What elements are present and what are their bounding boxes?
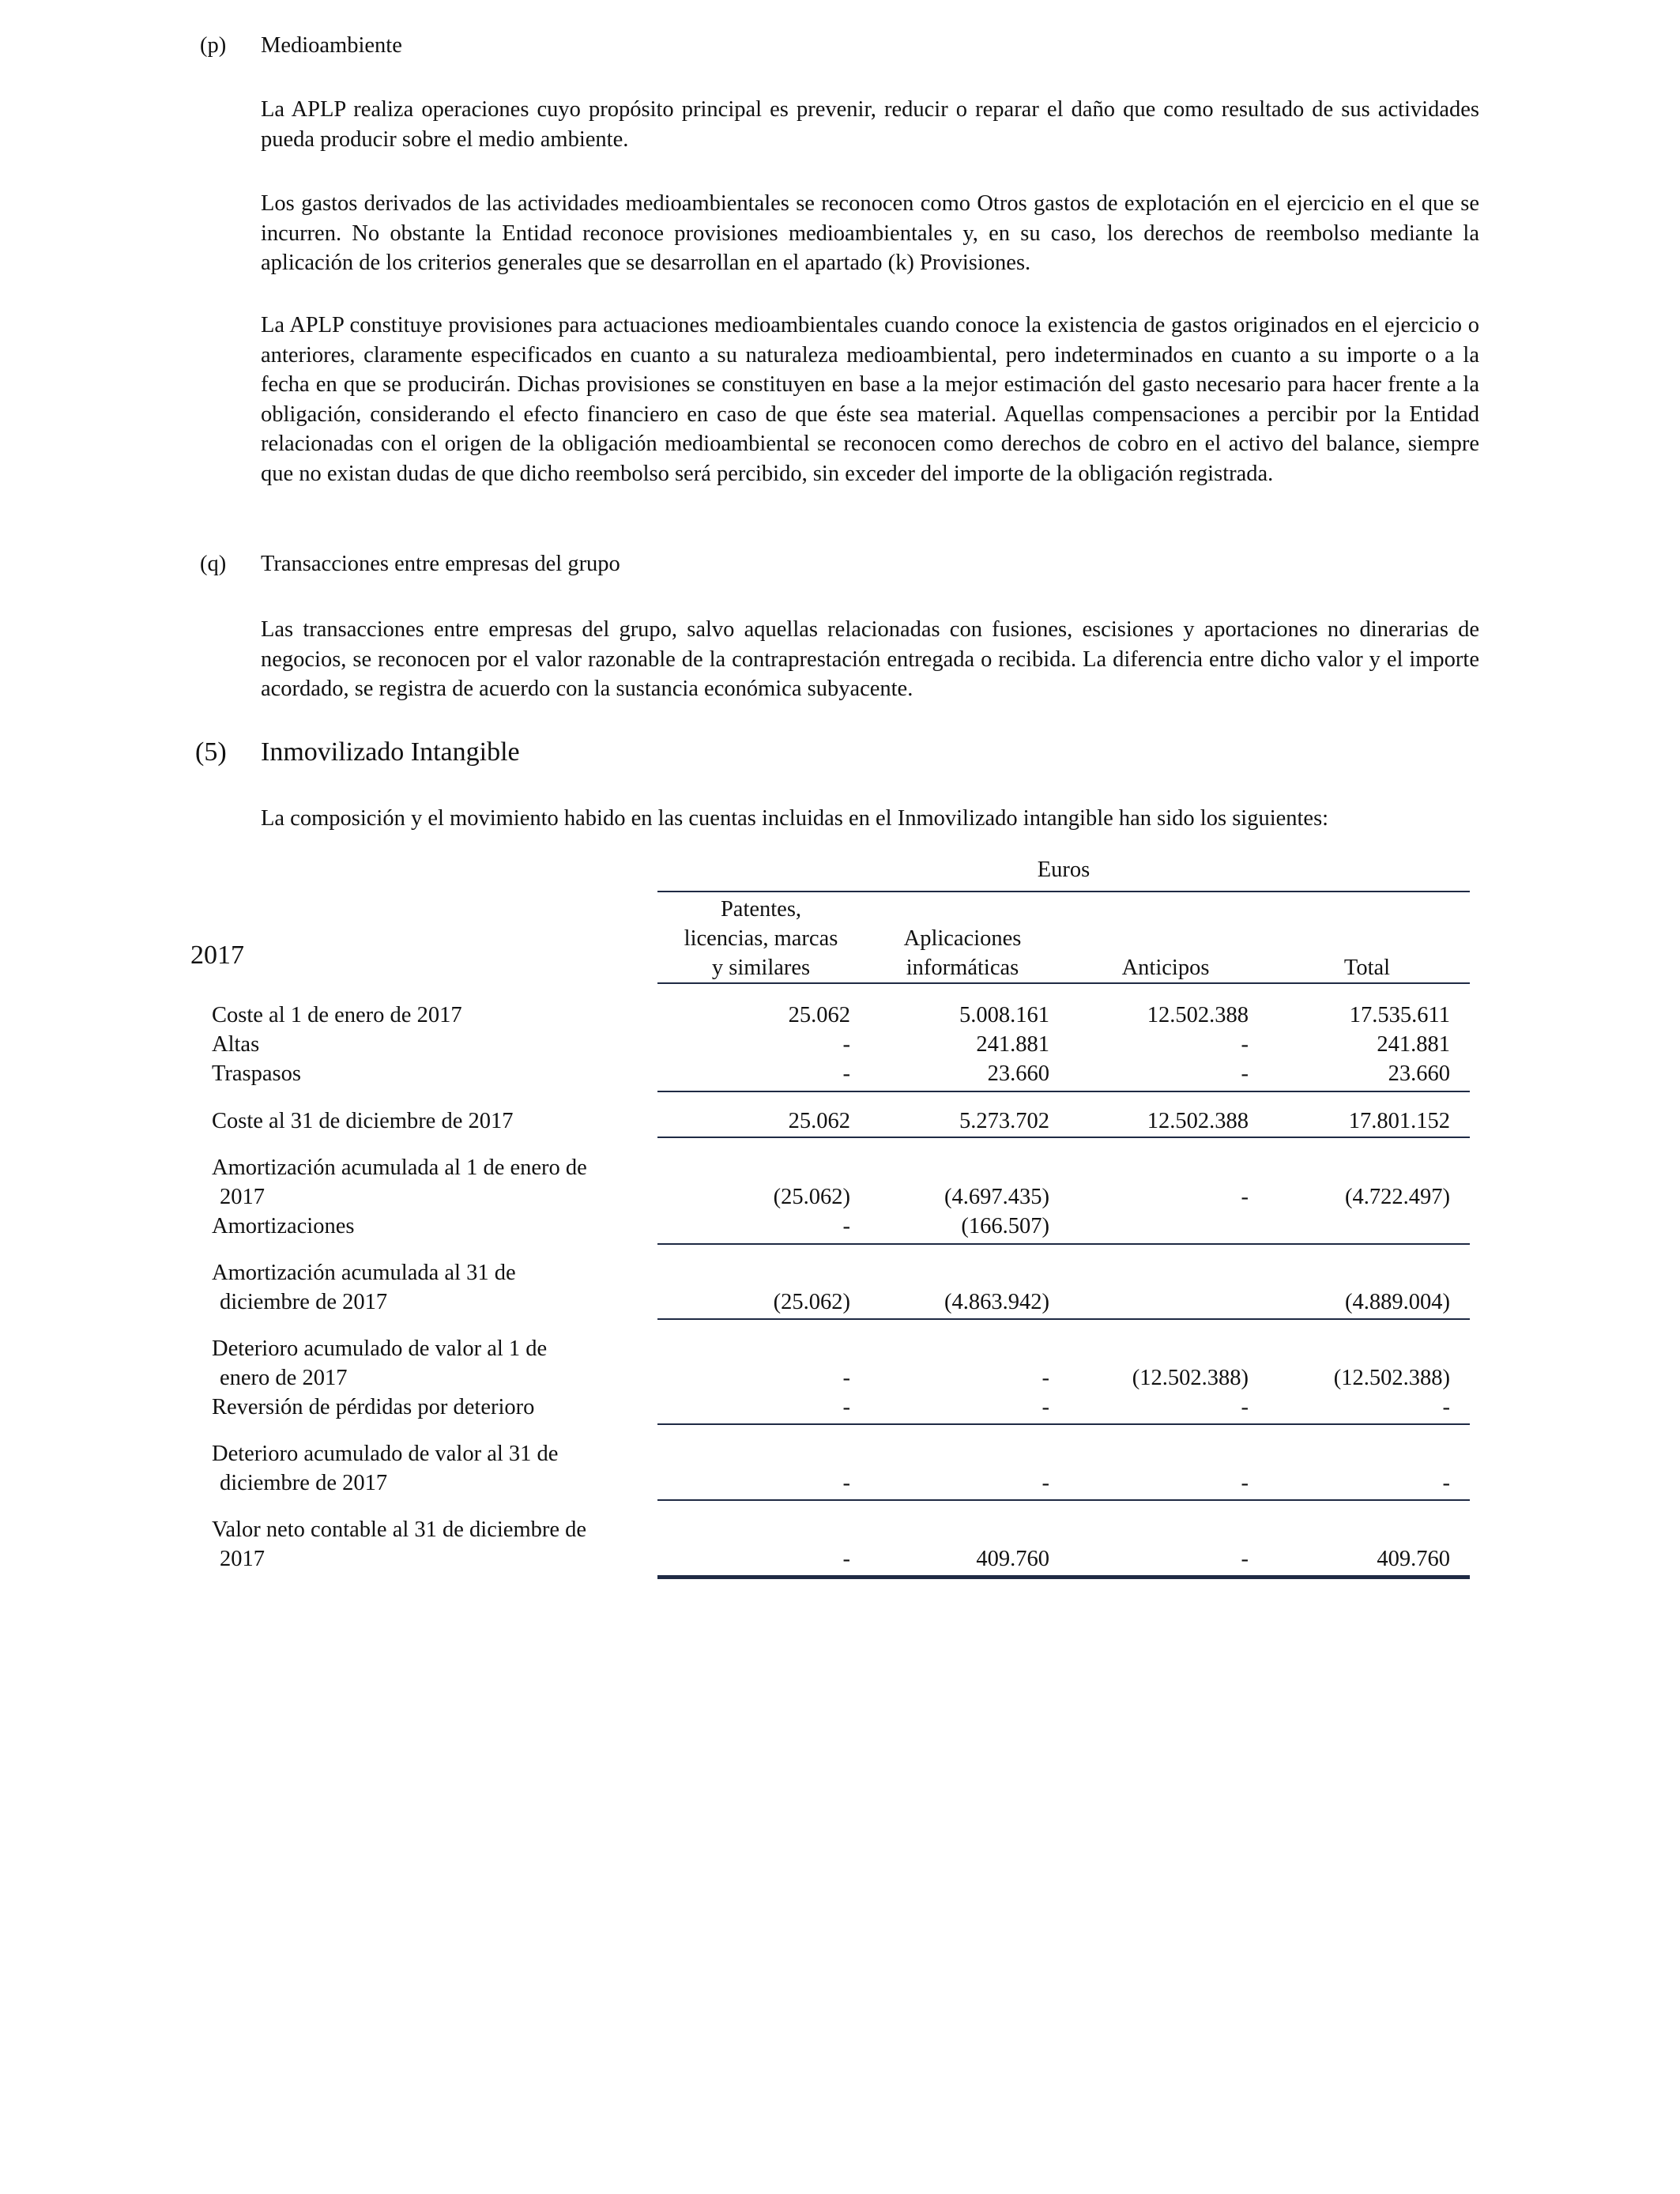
table-cell: 23.660 <box>1388 1061 1450 1086</box>
section-marker-q: (q) <box>200 552 227 576</box>
subtotal-rule <box>657 1137 1470 1138</box>
paragraph-2: Los gastos derivados de las actividades medioambientales se reconocen como Otros gastos de explotación en el ejercicio en el que se incurren. No obstante la Entidad reconoce provisiones medioambientales y, en su caso, los derechos de reembolso mediante la aplicación de los criterios generales que se desarrollan en el apartado (k) Provisiones. <box>261 191 1479 275</box>
table-cell: 25.062 <box>788 1003 850 1027</box>
row-label-amort-fin: Amortización acumulada al 31 de diciembre de 2017 <box>212 1261 516 1314</box>
row-label-valor-neto: Valor neto contable al 31 de diciembre de 2017 <box>212 1517 587 1571</box>
table-cell: - <box>1042 1395 1049 1419</box>
table-cell: - <box>842 1032 850 1057</box>
row-label-traspasos: Traspasos <box>212 1061 301 1086</box>
table-cell: (25.062) <box>773 1290 850 1314</box>
table-cell: 12.502.388 <box>1147 1109 1249 1133</box>
subtotal-rule <box>657 1318 1470 1320</box>
column-header-anticipos: Anticipos <box>1121 956 1210 980</box>
table-cell: 5.273.702 <box>959 1109 1049 1133</box>
row-label-coste-fin: Coste al 31 de diciembre de 2017 <box>212 1109 514 1133</box>
table-cell: - <box>842 1366 850 1390</box>
table-cell: - <box>1241 1547 1249 1571</box>
column-header-total: Total <box>1343 956 1391 980</box>
table-cell: - <box>1042 1366 1049 1390</box>
table-cell: - <box>1042 1471 1049 1495</box>
table-cell: - <box>1442 1395 1450 1419</box>
table-cell: - <box>842 1395 850 1419</box>
column-header-aplicaciones: Aplicaciones informáticas <box>903 926 1022 980</box>
table-cell: (12.502.388) <box>1333 1366 1450 1390</box>
section-title-transacciones: Transacciones entre empresas del grupo <box>261 552 620 576</box>
table-cell: 409.760 <box>976 1547 1049 1571</box>
paragraph-5: La composición y el movimiento habido en las cuentas incluidas en el Inmovilizado intangible han sido los siguientes: <box>261 806 1329 831</box>
table-cell: 23.660 <box>987 1061 1049 1086</box>
table-cell: (166.507) <box>961 1214 1049 1238</box>
section-title-medioambiente: Medioambiente <box>261 33 402 58</box>
table-cell: - <box>842 1214 850 1238</box>
paragraph-4: Las transacciones entre empresas del grupo, salvo aquellas relacionadas con fusiones, escisiones y aportaciones no dinerarias de negocios, se reconocen por el valor razonable de la contraprestación entregada o recibida. La diferencia entre dicho valor y el importe acordado, se registra de acuerdo con la sustancia económica subyacente. <box>261 617 1479 701</box>
table-cell: - <box>1241 1395 1249 1419</box>
subtotal-rule <box>657 1499 1470 1501</box>
table-cell: - <box>1241 1471 1249 1495</box>
total-double-rule <box>657 1575 1470 1579</box>
paragraph-3: La APLP constituye provisiones para actuaciones medioambientales cuando conoce la existencia de gastos originados en el ejercicio o anteriores, claramente especificados en cuanto a su naturaleza medioambiental, pero indeterminados en cuanto a su importe o a la fecha en que se producirán. Dichas provisiones se constituyen en base a la mejor estimación del gasto necesario para hacer frente a la obligación, considerando el efecto financiero en caso de que éste sea material. Aquellas compensaciones a percibir por la Entidad relacionadas con el origen de la obligación medioambiental se reconocen como derechos de cobro en el activo del balance, siempre que no existan dudas de que dicho reembolso será percibido, sin exceder del importe de la obligación registrada. <box>261 313 1479 486</box>
table-cell: 5.008.161 <box>959 1003 1049 1027</box>
table-cell: 25.062 <box>788 1109 850 1133</box>
section-title-inmovilizado: Inmovilizado Intangible <box>261 737 520 767</box>
row-label-amortizaciones: Amortizaciones <box>212 1214 355 1238</box>
row-label-reversion: Reversión de pérdidas por deterioro <box>212 1395 535 1419</box>
subtotal-rule <box>657 1423 1470 1425</box>
subtotal-rule <box>657 1243 1470 1245</box>
section-marker-p: (p) <box>200 33 227 58</box>
table-cell: - <box>842 1547 850 1571</box>
table-cell: (4.863.942) <box>944 1290 1049 1314</box>
table-cell: (4.697.435) <box>944 1185 1049 1209</box>
table-cell: - <box>1241 1061 1249 1086</box>
section-marker-5: (5) <box>195 737 227 767</box>
row-label-deterioro-fin: Deterioro acumulado de valor al 31 de diciembre de 2017 <box>212 1442 559 1495</box>
table-cell: (12.502.388) <box>1132 1366 1249 1390</box>
table-cell: - <box>1241 1032 1249 1057</box>
row-label-coste-inicio: Coste al 1 de enero de 2017 <box>212 1003 462 1027</box>
table-cell: 12.502.388 <box>1147 1003 1249 1027</box>
table-year-label: 2017 <box>190 941 244 970</box>
table-cell: 17.535.611 <box>1349 1003 1450 1027</box>
table-header-rule-bottom <box>657 982 1470 984</box>
paragraph-1: La APLP realiza operaciones cuyo propósito principal es prevenir, reducir o reparar el daño que como resultado de sus actividades pueda producir sobre el medio ambiente. <box>261 97 1479 152</box>
table-cell: - <box>1442 1471 1450 1495</box>
row-label-deterioro-inicio: Deterioro acumulado de valor al 1 de enero de 2017 <box>212 1336 548 1390</box>
table-cell: 17.801.152 <box>1348 1109 1450 1133</box>
table-header-rule-top <box>657 891 1470 892</box>
row-label-altas: Altas <box>212 1032 260 1057</box>
table-cell: (25.062) <box>773 1185 850 1209</box>
table-cell: 409.760 <box>1377 1547 1450 1571</box>
table-cell: 241.881 <box>1377 1032 1450 1057</box>
column-header-patentes: Patentes, licencias, marcas y similares <box>684 897 838 980</box>
table-cell: 241.881 <box>976 1032 1049 1057</box>
table-cell: - <box>1241 1185 1249 1209</box>
table-cell: - <box>842 1471 850 1495</box>
row-label-amort-inicio: Amortización acumulada al 1 de enero de 2017 <box>212 1155 587 1209</box>
subtotal-rule <box>657 1091 1470 1092</box>
table-cell: (4.722.497) <box>1345 1185 1450 1209</box>
table-cell: - <box>842 1061 850 1086</box>
table-cell: (4.889.004) <box>1345 1290 1450 1314</box>
table-unit-header: Euros <box>1037 858 1090 882</box>
